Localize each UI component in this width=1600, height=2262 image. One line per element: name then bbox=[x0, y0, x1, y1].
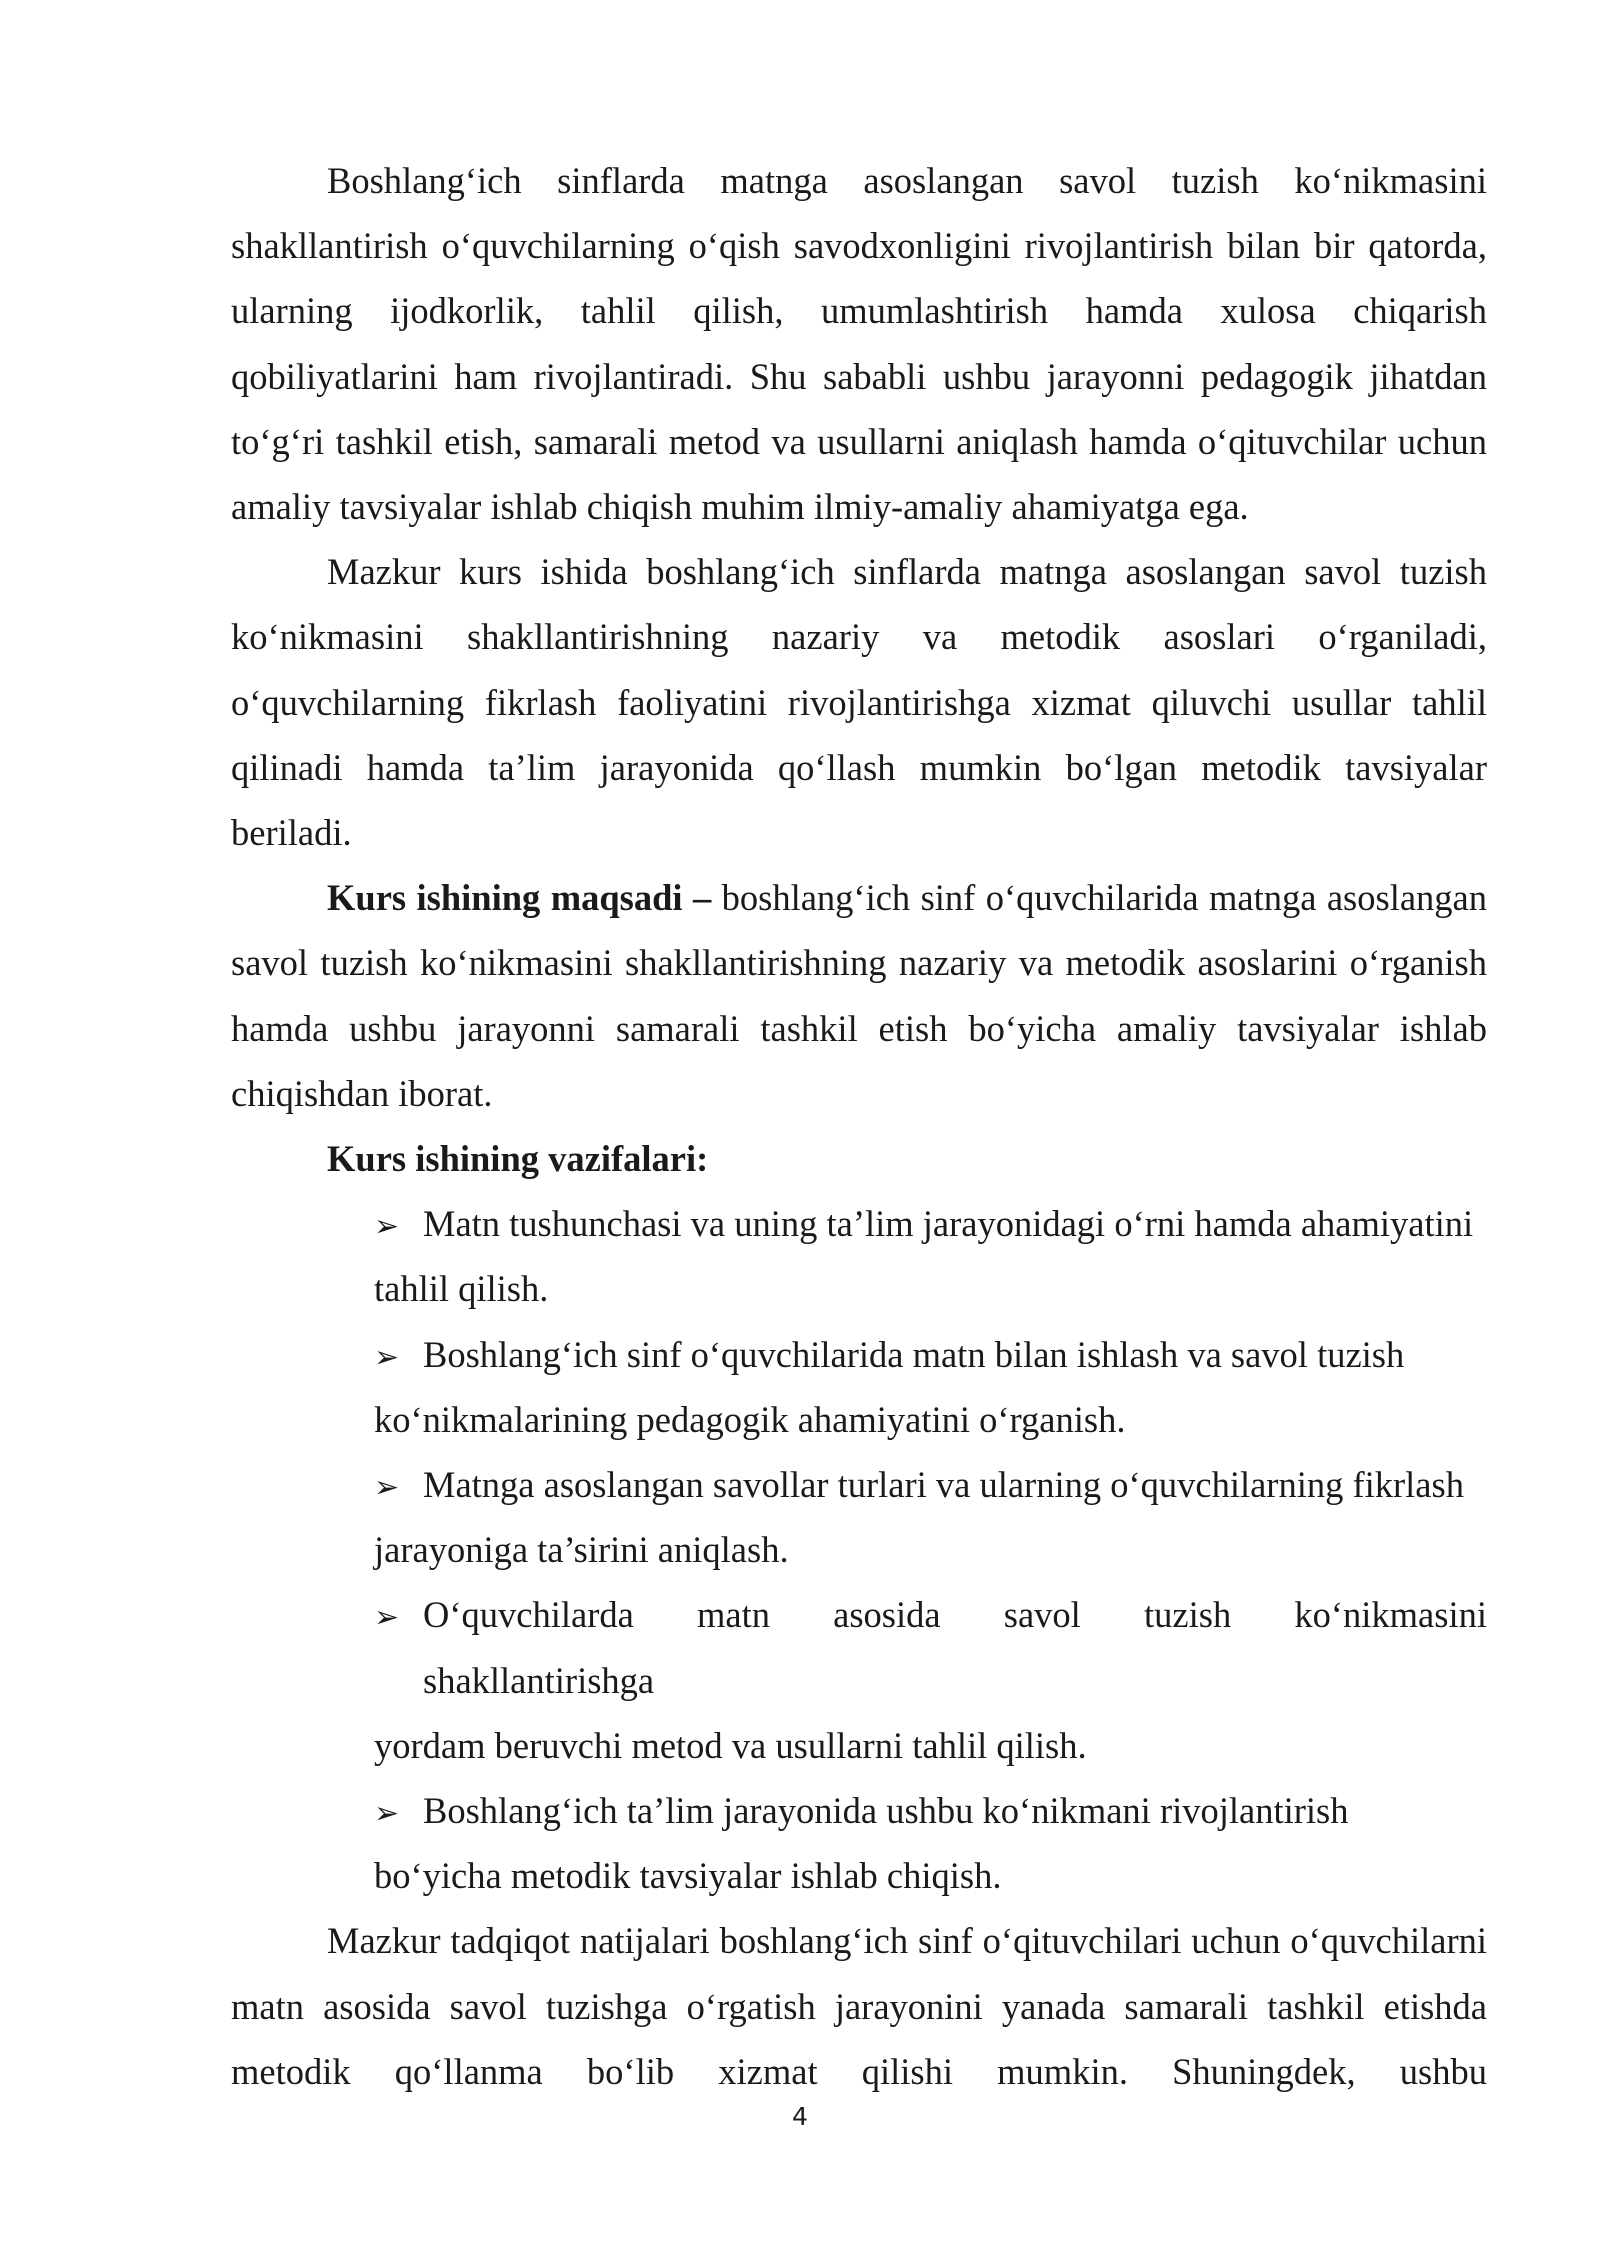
paragraph-intro: Boshlang‘ich sinflarda matnga asoslangan savol tuzish ko‘nikmasini shakllantirish o‘quvchilarning o‘qish savodxonligini rivojlantirish bilan bir qatorda, ularning ijodkorlik, tahlil qilish, umumlashtirish hamda xulosa chiqarish qobiliyatlarini ham rivojlantiradi. Shu sababli ushbu jarayonni pedagogik jihatdan to‘g‘ri tashkil etish, samarali metod va usullarni aniqlash hamda o‘qituvchilar uchun amaliy tavsiyalar ishlab chiqish muhim ilmiy-amaliy ahamiyatga ega. bbox=[231, 160, 1487, 528]
paragraph-scope: Mazkur kurs ishida boshlang‘ich sinflarda matnga asoslangan savol tuzish ko‘nikmasini shakllantirishning nazariy va metodik asoslari o‘rganiladi, o‘quvchilarning fikrlash faoliyatini rivojlantirishga xizmat qiluvchi usullar tahlil qilinadi hamda ta’lim jarayonida qo‘llash mumkin bo‘lgan metodik tavsiyalar beriladi. bbox=[231, 551, 1487, 854]
task-item-3-line2: jarayoniga ta’sirini aniqlash. bbox=[374, 1529, 789, 1571]
page-body bbox=[231, 148, 1487, 2104]
task-item-1-line1: Matn tushunchasi va uning ta’lim jarayonidagi o‘rni hamda ahamiyatini bbox=[423, 1203, 1474, 1245]
task-item-3-line1: Matnga asoslangan savollar turlari va ularning o‘quvchilarning fikrlash bbox=[423, 1464, 1464, 1506]
task-item-2-line2: ko‘nikmalarining pedagogik ahamiyatini o‘rganish. bbox=[374, 1398, 1126, 1440]
goal-lead: Kurs ishining maqsadi – bbox=[327, 877, 712, 919]
task-item-1 bbox=[231, 1191, 1487, 1321]
arrowhead-bullet-icon: ➢ bbox=[374, 1796, 400, 1832]
paragraph-goal bbox=[231, 865, 1487, 1126]
page-number: 4 bbox=[792, 2102, 808, 2131]
task-item-4-continued bbox=[231, 1648, 1487, 1778]
task-item-5-line2: bo‘yicha metodik tavsiyalar ishlab chiqish. bbox=[374, 1855, 1002, 1897]
task-item-4-line1: O‘quvchilarda matn asosida savol tuzish ko‘nikmasini bbox=[423, 1594, 1487, 1636]
task-item-3 bbox=[231, 1452, 1487, 1582]
arrowhead-bullet-icon: ➢ bbox=[374, 1600, 400, 1636]
task-item-4-line2: yordam beruvchi metod va usullarni tahlil qilish. bbox=[374, 1724, 1087, 1766]
task-item-5-line1: Boshlang‘ich ta’lim jarayonida ushbu ko‘nikmani rivojlantirish bbox=[423, 1790, 1349, 1832]
tasks-heading: Kurs ishining vazifalari: bbox=[327, 1138, 709, 1180]
task-item-2 bbox=[231, 1322, 1487, 1452]
task-item-1-line2: tahlil qilish. bbox=[374, 1268, 549, 1310]
arrowhead-bullet-icon: ➢ bbox=[374, 1470, 400, 1506]
paragraph-closing: Mazkur tadqiqot natijalari boshlang‘ich sinf o‘qituvchilari uchun o‘quvchilarni matn asosida savol tuzishga o‘rgatish jarayonini yanada samarali tashkil etishda metodik qo‘llanma bo‘lib xizmat qilishi mumkin. Shuningdek, ushbu bbox=[231, 1920, 1487, 2092]
arrowhead-bullet-icon: ➢ bbox=[374, 1209, 400, 1245]
task-item-5 bbox=[231, 1778, 1487, 1908]
tasks-list bbox=[231, 1191, 1487, 1908]
arrowhead-bullet-icon: ➢ bbox=[374, 1339, 400, 1375]
task-item-4 bbox=[231, 1582, 1487, 1647]
task-item-4-line1b: shakllantirishga bbox=[423, 1659, 655, 1701]
task-item-2-line1: Boshlang‘ich sinf o‘quvchilarida matn bilan ishlash va savol tuzish bbox=[423, 1333, 1405, 1375]
goal-text: boshlang‘ich sinf o‘quvchilarida matnga asoslangan savol tuzish ko‘nikmasini shakllantirishning nazariy va metodik asoslarini o‘rganish hamda ushbu jarayonni samarali tashkil etish bo‘yicha amaliy tavsiyalar ishlab chiqishdan iborat. bbox=[231, 877, 1487, 1114]
